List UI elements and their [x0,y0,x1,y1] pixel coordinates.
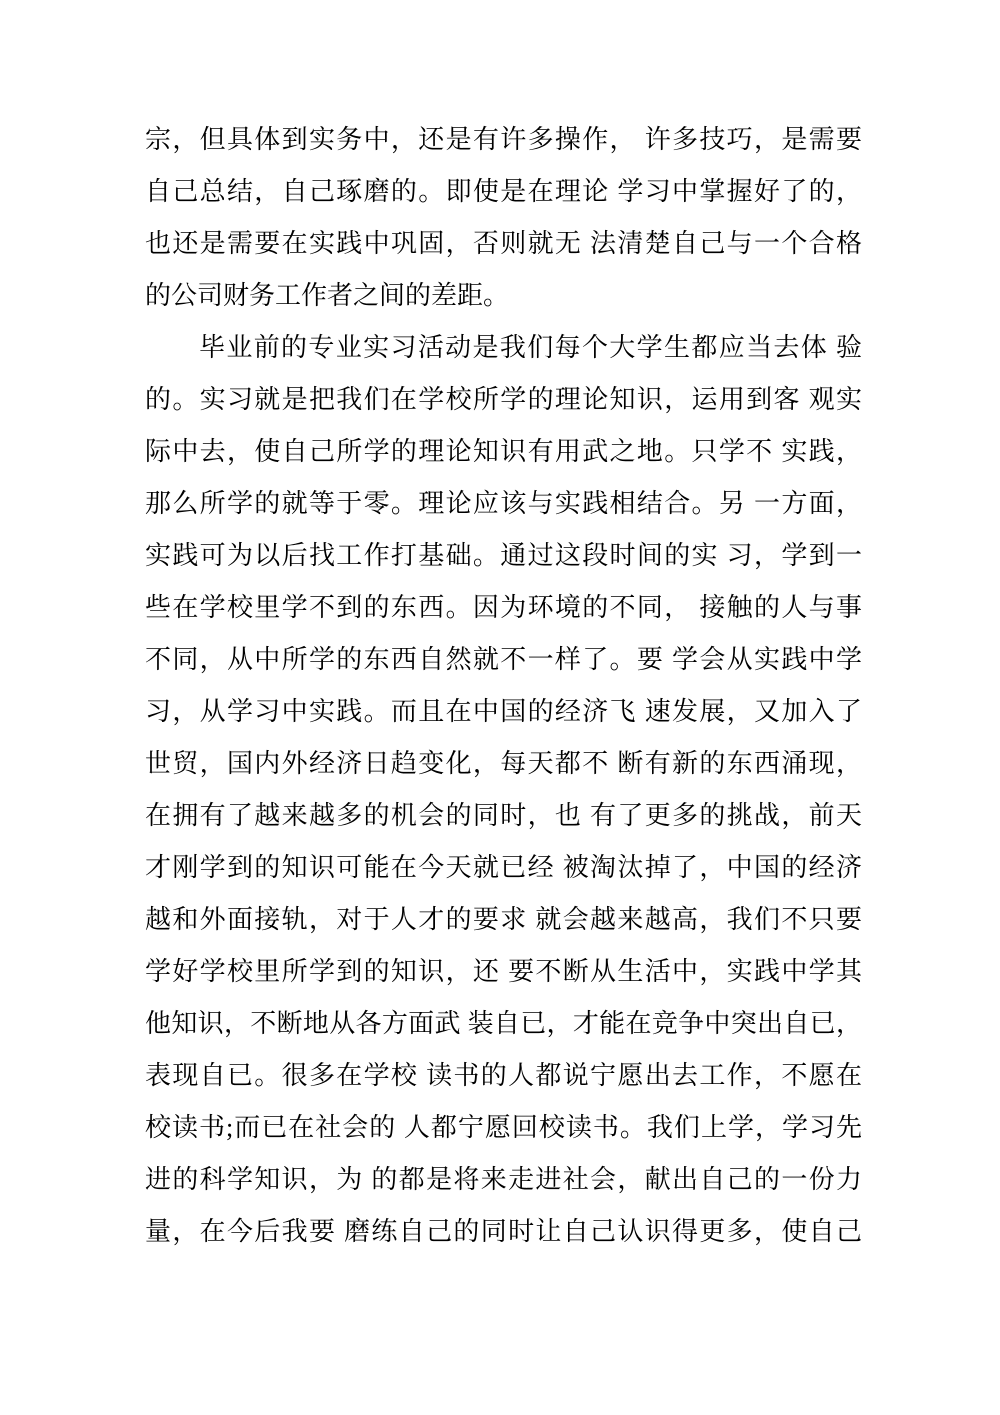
text-line: 进的科学知识，为 的都是将来走进社会，献出自己的一份力 [145,1165,862,1194]
text-line: 自己总结，自己琢磨的。即使是在理论 学习中掌握好了的， [145,177,862,206]
paragraph [145,322,862,1258]
text-line: 习，从学习中实践。而且在中国的经济飞 速发展，又加入了 [145,697,862,726]
text-line: 宗，但具体到实务中，还是有许多操作， 许多技巧，是需要 [145,125,862,154]
text-line: 学好学校里所学到的知识，还 要不断从生活中，实践中学其 [145,957,862,986]
document-body [145,114,862,1258]
text-line: 在拥有了越来越多的机会的同时，也 有了更多的挑战，前天 [145,801,862,830]
paragraph [145,114,862,322]
text-line: 他知识，不断地从各方面武 装自已，才能在竞争中突出自已， [145,1009,862,1038]
text-line: 越和外面接轨，对于人才的要求 就会越来越高，我们不只要 [145,905,862,934]
text-line: 量，在今后我要 磨练自己的同时让自己认识得更多，使自己 [145,1217,862,1246]
text-line: 不同，从中所学的东西自然就不一样了。要 学会从实践中学 [145,645,862,674]
text-line: 也还是需要在实践中巩固，否则就无 法清楚自己与一个合格 [145,229,862,258]
text-line: 的。实习就是把我们在学校所学的理论知识，运用到客 观实 [145,385,862,414]
text-line: 些在学校里学不到的东西。因为环境的不同， 接触的人与事 [145,593,862,622]
text-line: 才刚学到的知识可能在今天就已经 被淘汰掉了，中国的经济 [145,853,862,882]
text-line: 表现自已。很多在学校 读书的人都说宁愿出去工作，不愿在 [145,1061,862,1090]
text-line: 际中去，使自己所学的理论知识有用武之地。只学不 实践， [145,437,862,466]
text-line: 那么所学的就等于零。理论应该与实践相结合。另 一方面， [145,489,862,518]
text-line: 毕业前的专业实习活动是我们每个大学生都应当去体 验 [199,333,862,362]
text-line: 的公司财务工作者之间的差距。 [145,281,510,310]
text-line: 实践可为以后找工作打基础。通过这段时间的实 习，学到一 [145,541,862,570]
text-line: 世贸，国内外经济日趋变化，每天都不 断有新的东西涌现， [145,749,862,778]
text-line: 校读书;而已在社会的 人都宁愿回校读书。我们上学，学习先 [145,1113,862,1142]
